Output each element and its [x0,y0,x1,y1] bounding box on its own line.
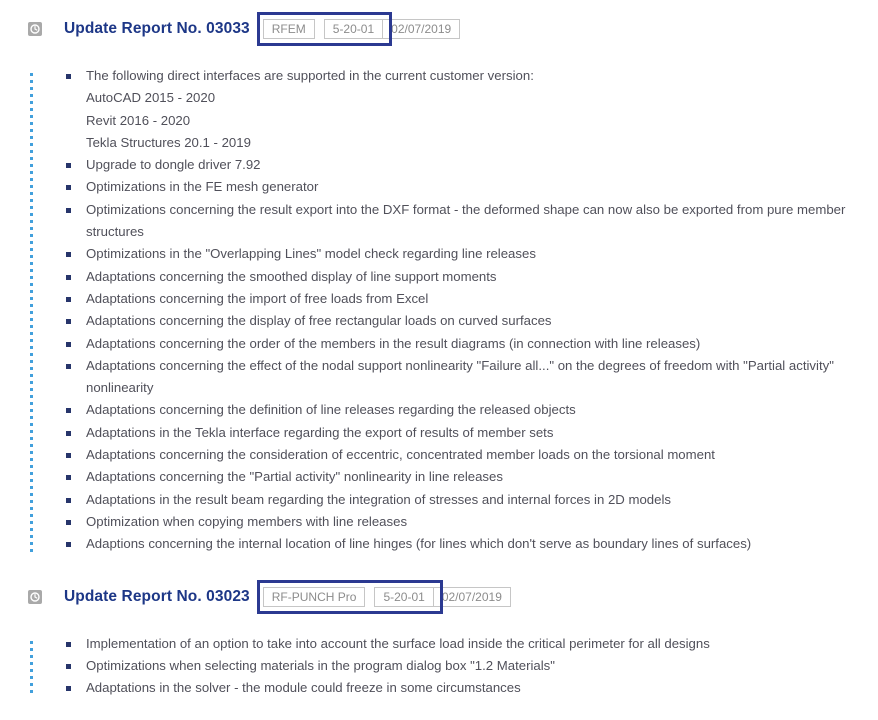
list-item-text: Adaptations concerning the effect of the nodal support nonlinearity "Failure all..." on the degrees of freedom with "Partial activity" nonlinearity [86,357,834,396]
list-item-text: Adaptions concerning the internal location of line hinges (for lines which don't serve as boundary lines of surfaces) [86,536,752,552]
list-item-text: Adaptations concerning the definition of line releases regarding the released objects [86,402,576,418]
list-item [22,422,858,444]
bullet-icon [66,364,71,369]
bullet-icon [66,319,71,324]
report-tags [263,19,460,39]
list-item [22,243,858,265]
list-item [22,466,858,488]
list-item-text: Adaptations in the result beam regarding the integration of stresses and internal forces in 2D models [86,491,671,507]
report-item-list [22,65,858,558]
report-title: Update Report No. 03023 [64,587,250,605]
list-item [22,655,858,677]
list-item-text: Optimizations in the "Overlapping Lines" model check regarding line releases [86,246,536,262]
list-item [22,677,858,699]
list-item [22,489,858,511]
report-header [28,14,858,44]
list-item-text: Implementation of an option to take into account the surface load inside the critical perimeter for all designs [86,635,710,651]
report-header [28,582,858,612]
list-item-text: Adaptations in the solver - the module could freeze in some circumstances [86,680,521,696]
bullet-icon [66,408,71,413]
bullet-icon [66,252,71,257]
list-item [22,65,858,154]
list-item [22,355,858,400]
bullet-icon [66,475,71,480]
clock-icon [28,22,42,36]
list-item-text: Adaptations in the Tekla interface regarding the export of results of member sets [86,424,554,440]
bullet-icon [66,163,71,168]
bullet-icon [66,342,71,347]
list-item-text: Optimization when copying members with line releases [86,513,408,529]
bullet-icon [66,297,71,302]
list-item-text: Revit 2016 - 2020 [86,112,191,128]
list-item [22,154,858,176]
list-item-text: Optimizations when selecting materials in the program dialog box "1.2 Materials" [86,657,555,673]
report-title: Update Report No. 03033 [64,20,250,37]
list-item [22,176,858,198]
highlighted-tag-group [263,19,383,39]
list-item-text: Adaptations concerning the display of free rectangular loads on curved surfaces [86,313,552,329]
bullet-icon [66,431,71,436]
report-item-list [22,633,858,702]
list-item-text: AutoCAD 2015 - 2020 [86,90,216,106]
list-item-text: Adaptations concerning the order of the members in the result diagrams (in connection with line releases) [86,335,701,351]
bullet-icon [66,520,71,525]
bullet-icon [66,185,71,190]
bullet-icon [66,664,71,669]
list-item-text: Optimizations in the FE mesh generator [86,179,319,195]
bullet-icon [66,542,71,547]
list-item-text: Adaptations concerning the "Partial activity" nonlinearity in line releases [86,469,503,485]
list-item [22,310,858,332]
bullet-icon [66,275,71,280]
list-item [22,633,858,655]
list-item-text: Adaptations concerning the import of free loads from Excel [86,290,429,306]
clock-icon [28,590,42,604]
bullet-icon [66,686,71,691]
list-item [22,533,858,555]
timeline-dotted-line [30,641,33,696]
bullet-icon [66,208,71,213]
update-report-section [22,582,858,702]
list-item [22,511,858,533]
list-item [22,288,858,310]
list-item-text: Adaptations concerning the smoothed display of line support moments [86,268,497,284]
list-item-text: Upgrade to dongle driver 7.92 [86,157,261,173]
list-item-text: Adaptations concerning the consideration of eccentric, concentrated member loads on the torsional moment [86,447,715,463]
version-tag: 5-20-01 [374,587,433,607]
timeline-dotted-line [30,73,33,552]
bullet-icon [66,498,71,503]
bullet-icon [66,642,71,647]
date-tag: 02/07/2019 [433,587,511,607]
bullet-icon [66,74,71,79]
list-item [22,333,858,355]
date-tag: 02/07/2019 [382,19,460,39]
list-item [22,444,858,466]
report-tags [263,587,511,607]
highlighted-tag-group [263,587,434,607]
update-report-section [22,14,858,558]
list-item [22,199,858,244]
list-item [22,266,858,288]
bullet-icon [66,453,71,458]
product-tag: RFEM [263,19,315,39]
version-tag: 5-20-01 [324,19,383,39]
product-tag: RF-PUNCH Pro [263,587,366,607]
list-item-text: Tekla Structures 20.1 - 2019 [86,134,251,150]
list-item-text: Optimizations concerning the result export into the DXF format - the deformed shape can now also be exported from pure member structures [86,201,846,240]
list-item [22,399,858,421]
list-item-text: The following direct interfaces are supported in the current customer version: [86,68,534,83]
